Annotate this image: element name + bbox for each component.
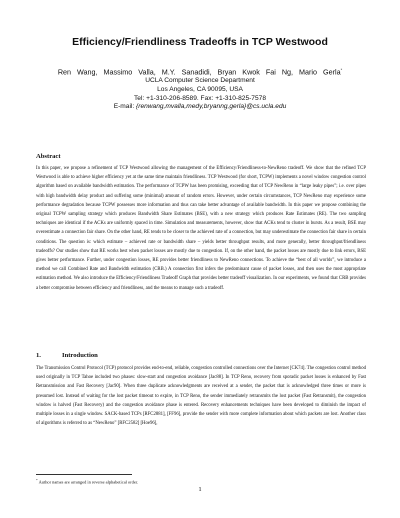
section-heading-introduction	[36, 352, 98, 359]
abstract-body: In this paper, we propose a refinement of TCP Westwood allowing the management of the Efficiency/Friendliness-to-NewReno tradeoff. We show that the refined TCP Westwood is able to achieve higher efficiency yet at the same time maintain friendliness. TCP Westwood (for short, TCPW) implements a novel window congestion control algorithm based on available bandwidth estimation. The performance of TCPW has been promising, exceeding that of TCP NewReno in “large leaky pipes”; i.e. over pipes with high bandwidth delay product and suffering some (minimal) amount of random errors. However, under certain circumstances, TCP NewReno may experience some performance degradation because TCPW possesses more information and thus can take better advantage of available bandwidth. In this paper we propose combining the original TCPW sampling strategy which produces Bandwidth Share Estimates (BSE), with a new strategy which produces Rate Estimates (RE). The two sampling techniques are identical if the ACKs are uniformly spaced in time. Simulation and measurements, however, show that ACKs tend to cluster in bursts. As a result, BSE may overestimate a connection fair share. On the other hand, RE tends to be closer to the achieved rate of a connection, but may underestimate the connection fair share in certain conditions. The question is: which estimate – achieved rate or bandwidth share – yields better throughput results, and more generally, better throughput/friendliness tradeoffs? Our studies show that RE works best when packet losses are mostly due to congestion. If, on the other hand, the packet losses are mostly due to link errors, BSE gives better performance. Further, under congestion losses, RE provides better friendliness to NewReno connections. To achieve the “best of all worlds”, we introduce a method we call Combined Rate and Bandwidth estimation (CRB.) A connection first infers the predominant cause of packet losses, and then uses the most appropriate estimation method. We also introduce the Efficiency/Friendliness Tradeoff Graph that provides better tradeoff visualization. In our experiments, we found that CRB provides a better compromise between efficiency and friendliness, and the means to manage such a tradeoff.	[36, 166, 366, 291]
footnote-text: Author names are arranged in reverse alphabetical order.	[38, 479, 139, 485]
abstract-heading: Abstract	[36, 153, 61, 160]
section-title: Introduction	[62, 352, 98, 359]
footnote-mark: *	[36, 478, 38, 482]
paper-title: Efficiency/Friendliness Tradeoffs in TCP Westwood	[72, 36, 328, 48]
affiliation-phone-fax: Tel: +1-310-206-8589. Fax: +1-310-825-7578	[134, 95, 266, 102]
affiliation-city: Los Angeles, CA 90095, USA	[157, 86, 243, 93]
footnote-divider	[36, 474, 132, 475]
author-names: Ren Wang, Massimo Valla, M.Y. Sanadidi, Bryan Kwok Fai Ng, Mario Gerla	[57, 67, 341, 77]
affiliation-email-line	[20, 103, 380, 112]
introduction-body: The Transmission Control Protocol (TCP) protocol provides end-to-end, reliable, congestion controlled connections over the Internet [CK74]. The congestion control method used originally in TCP Tahoe included two phases: slow-start and congestion avoidance [Jac88]. In TCP Reno, recovery from sporadic packet losses is enhanced by Fast Retransmission and Fast Recovery [Jac90]. When three duplicate acknowledgments are received at a sender, the packet that is acknowledged three times or more is presumed lost. Instead of waiting for the lost packet timeout to expire, in TCP Reno, the sender immediately retransmits the lost packet (Fast Retransmit), the congestion window is halved (Fast Recovery) and the congestion avoidance phase is entered. Recovery enhancements techniques have been developed to diminish the impact of multiple losses in a single window. SACK-based TCPs [RFC2881], [FF96], provide the sender with more complete information about which packets are lost. Another class of algorithms is referred to as “NewReno” [RFC2582] [Hoe96],	[36, 366, 366, 427]
page-number: 1	[198, 486, 202, 493]
section-number: 1.	[36, 352, 41, 359]
email-label: E-mail:	[113, 103, 135, 110]
author-list	[20, 67, 380, 76]
affiliation-department: UCLA Computer Science Department	[145, 77, 255, 84]
author-footnote-mark: *	[340, 67, 343, 72]
email-address: {renwang,mvalla,medy,bryanng,gerla}@cs.ucla.edu	[136, 103, 287, 110]
footnote	[36, 478, 138, 484]
